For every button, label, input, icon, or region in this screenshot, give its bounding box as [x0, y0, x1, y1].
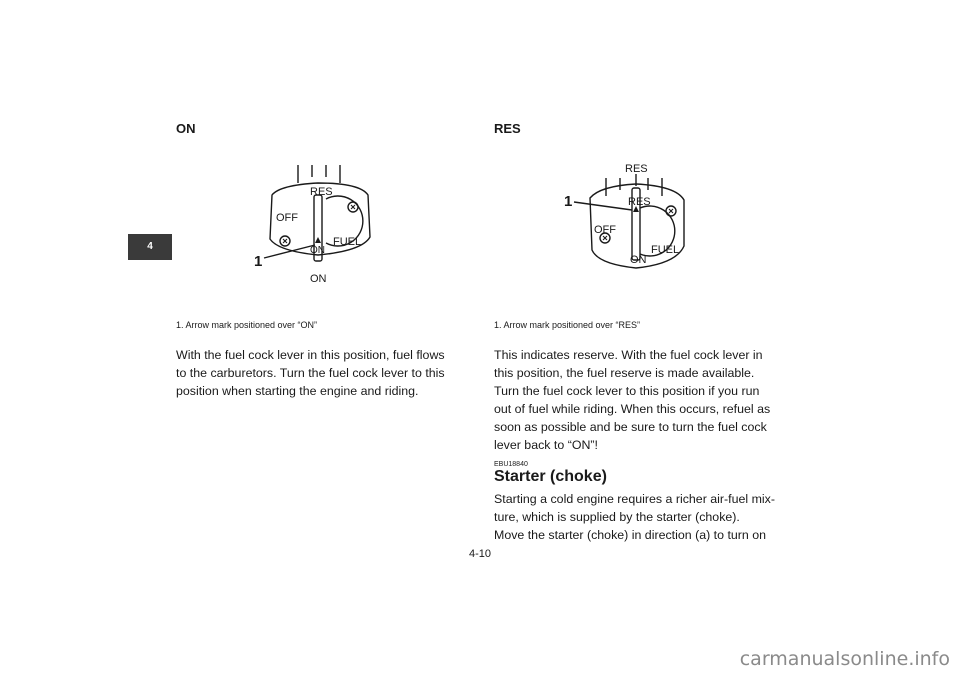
paragraph-line: lever back to “ON”! [494, 438, 598, 452]
section-code: EBU18840 [494, 461, 528, 468]
paragraph-line: ture, which is supplied by the starter (choke). [494, 510, 740, 524]
on-label: ON [630, 254, 647, 266]
paragraph-line: soon as possible and be sure to turn the fuel cock [494, 420, 767, 434]
res-lever-label: RES [628, 196, 651, 208]
figure-caption: 1. Arrow mark positioned over “RES” [494, 320, 641, 330]
paragraph-line: Move the starter (choke) in direction (a) to turn on [494, 528, 767, 542]
paragraph-line: This indicates reserve. With the fuel cock lever in [494, 348, 763, 362]
chapter-tab: 4 [128, 234, 172, 260]
res-label: RES [310, 186, 333, 198]
starter-description [494, 490, 780, 544]
callout-number: 1 [254, 253, 263, 270]
paragraph-line: With the fuel cock lever in this position, fuel flows [176, 348, 445, 362]
paragraph-line: position when starting the engine and riding. [176, 384, 419, 398]
res-top-label: RES [625, 163, 648, 175]
fuel-cock-on-figure [250, 165, 390, 290]
res-heading: RES [494, 121, 521, 136]
paragraph-line: Turn the fuel cock lever to this position if you run [494, 384, 760, 398]
page-number: 4-10 [468, 548, 492, 560]
off-label: OFF [594, 224, 616, 236]
figure-caption: 1. Arrow mark positioned over “ON” [176, 320, 318, 330]
callout-number: 1 [564, 193, 573, 210]
on-heading: ON [176, 121, 196, 136]
on-lever-label: ON [310, 245, 325, 256]
paragraph-line: out of fuel while riding. When this occurs, refuel as [494, 402, 771, 416]
paragraph-line: this position, the fuel reserve is made available. [494, 366, 755, 380]
fuel-cock-res-figure [560, 158, 700, 283]
off-label: OFF [276, 212, 298, 224]
on-label: ON [310, 273, 327, 285]
watermark: carmanualsonline.info [739, 648, 950, 670]
paragraph-line: Starting a cold engine requires a richer air-fuel mix- [494, 492, 775, 506]
section-title: Starter (choke) [494, 468, 607, 485]
fuel-label: FUEL [651, 244, 680, 256]
fuel-label: FUEL [333, 236, 362, 248]
on-description [176, 346, 462, 400]
paragraph-line: to the carburetors. Turn the fuel cock lever to this [176, 366, 445, 380]
res-description [494, 346, 780, 454]
